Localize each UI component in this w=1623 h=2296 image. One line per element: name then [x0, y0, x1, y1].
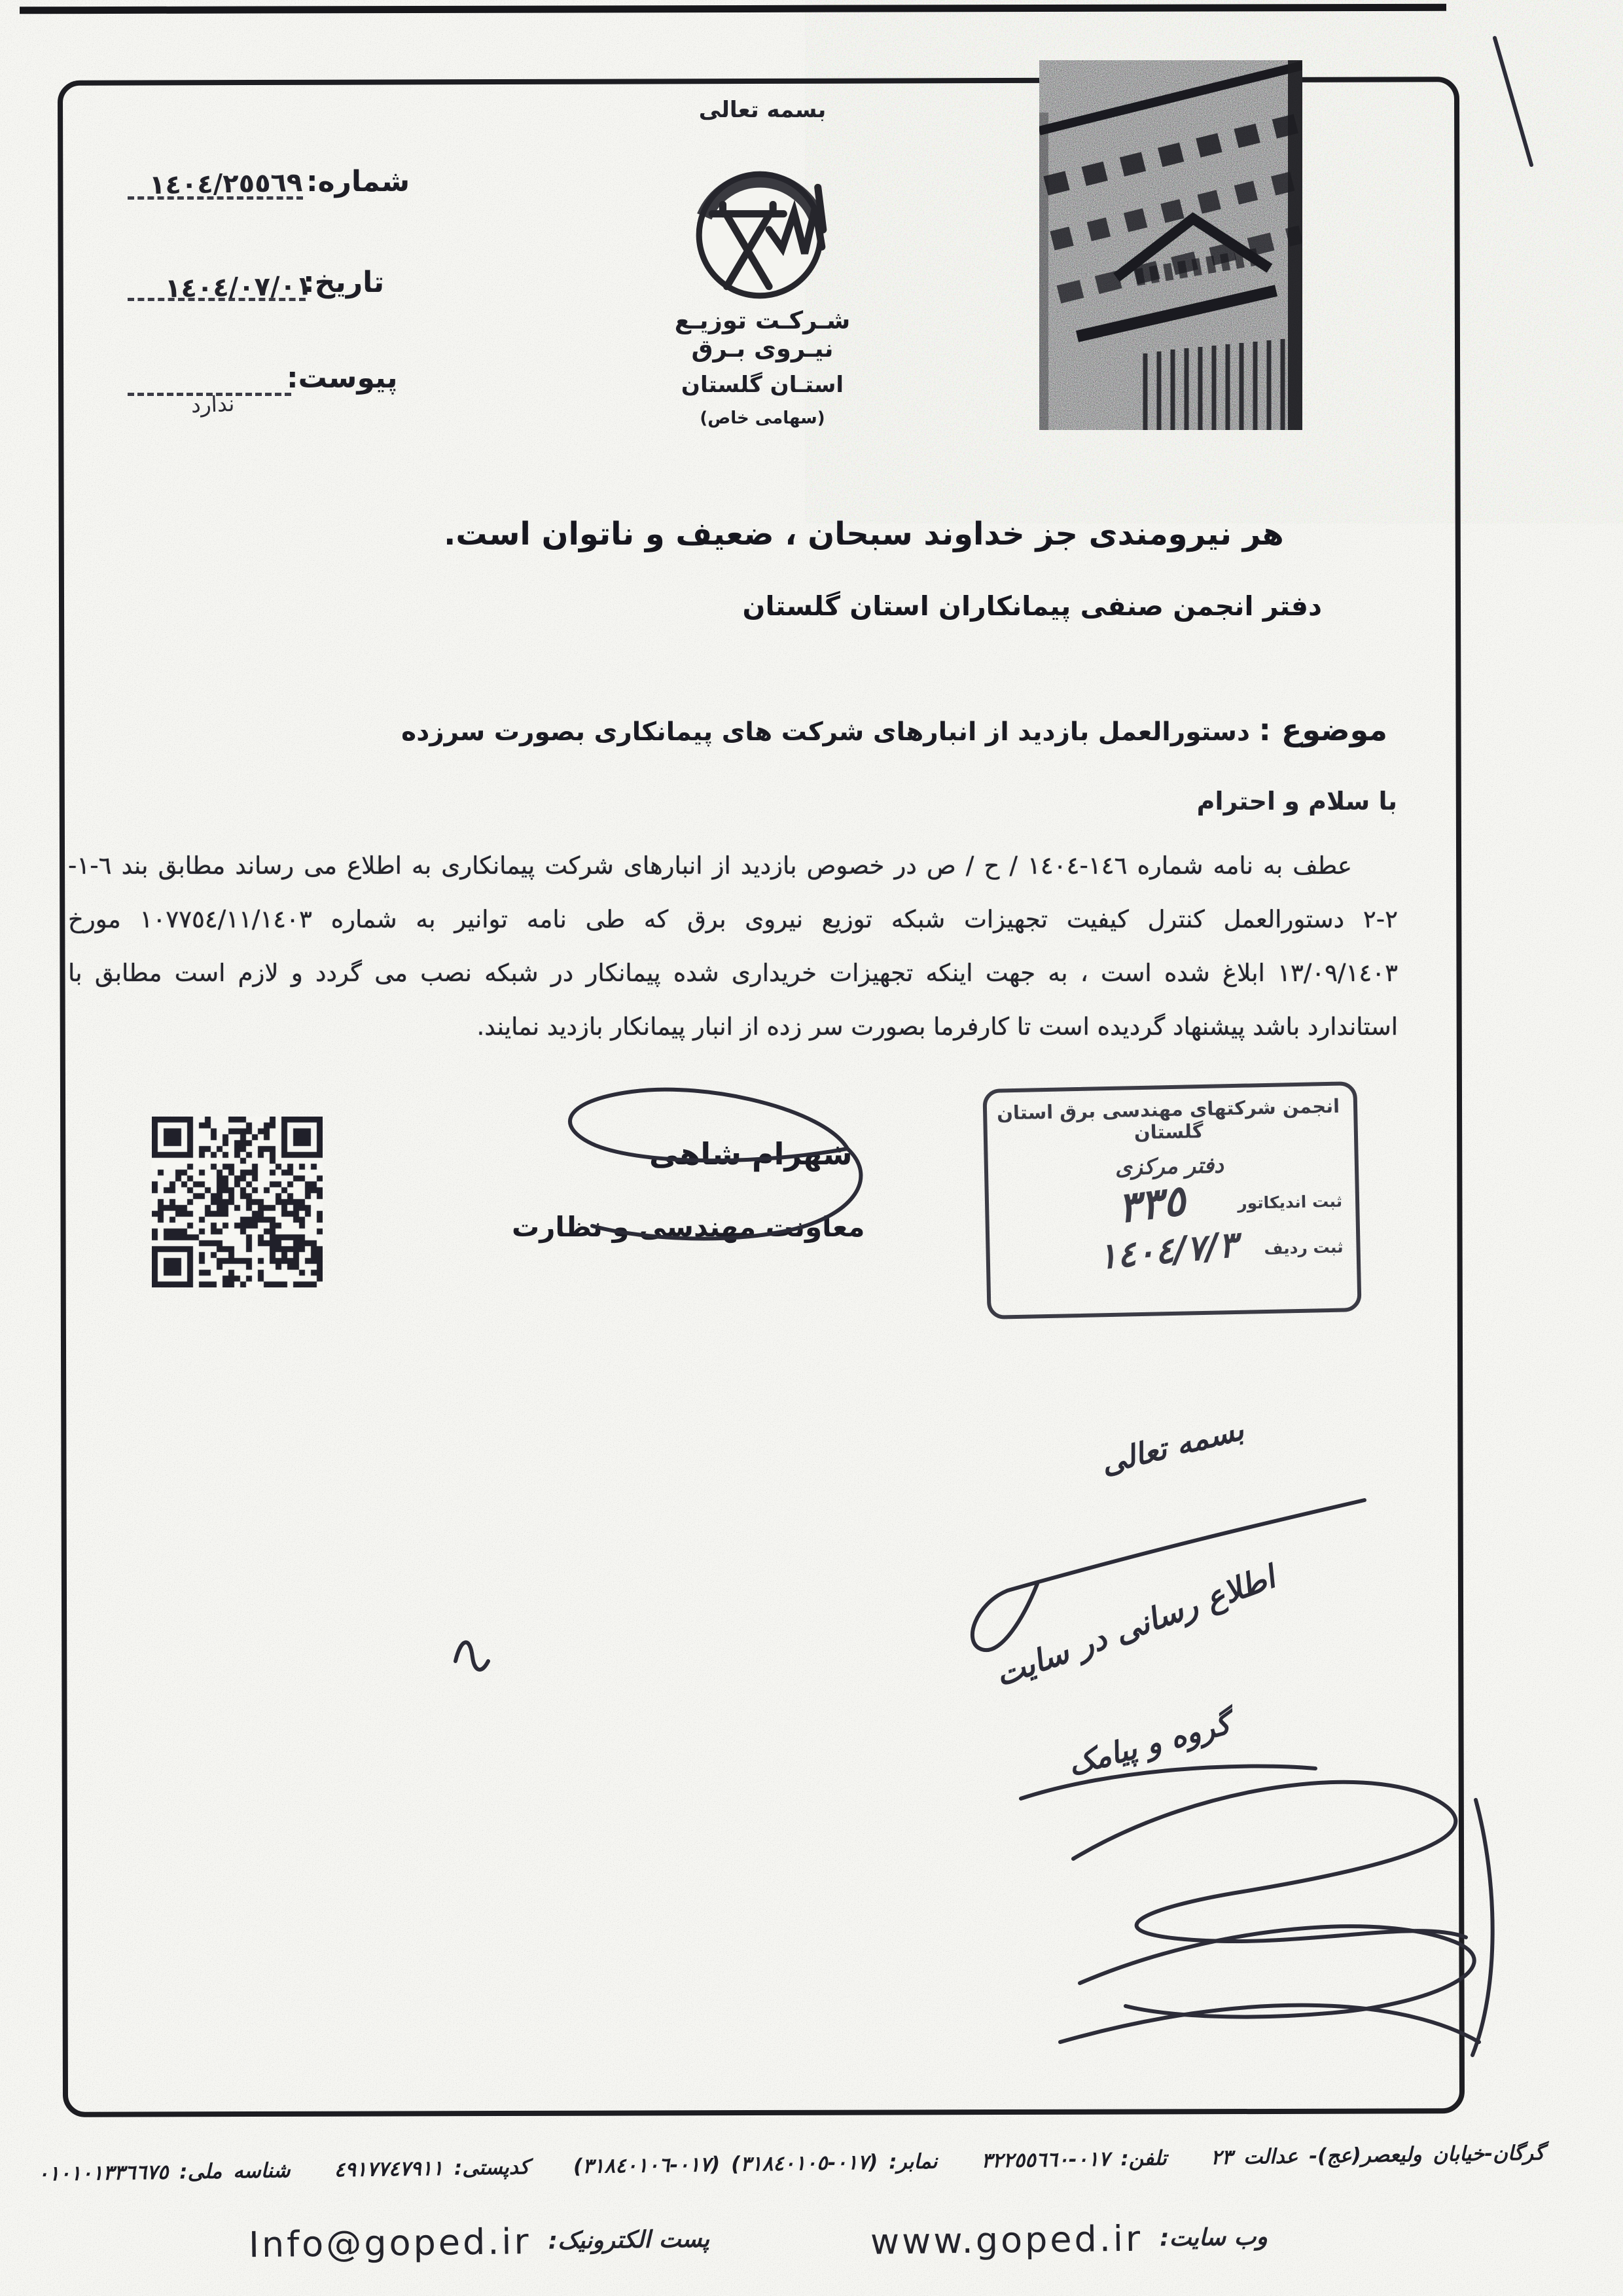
stamp-indicator-value: ٣٣٥	[1115, 1176, 1188, 1233]
website-url: www.goped.ir	[870, 2217, 1143, 2263]
qr-code	[152, 1117, 323, 1287]
footer-address-line: گرگان-خیابان ولیعصر(عج)- عدالت ٢٣ تلفن: ٠١٧-٣٢٢٥٥٦٦٠ نمابر: (٠١٧-٣١٨٤٠١٠٥) (٠١٧-٣١٨٤٠١٠٦) کدپستی: ٤٩١٧٧٤٧٩١١ شناسه ملی: ٠١٠١٠١٣٣٦٦٧٥	[37, 2141, 1545, 2186]
stamp-organization: انجمن شرکتهای مهندسی برق استان گلستان	[996, 1094, 1340, 1144]
building-photo	[1039, 60, 1302, 430]
stamp-indicator-label: ثبت اندیکاتور	[1237, 1191, 1343, 1213]
registration-stamp	[982, 1081, 1361, 1319]
date-label: تاریخ:	[303, 266, 385, 299]
body-line-3: ١٣/٠٩/١٤٠٣ ابلاغ شده است ، به جهت اینکه تجهیزات خریداری شده پیمانکار در شبکه نصب می گردد و لازم است مطابق با	[68, 959, 1398, 987]
attachment-value: ندارد	[190, 390, 235, 418]
signer-name: شهرام شاهی	[649, 1136, 853, 1172]
body-line-1: عطف به نامه شماره ١٤٦-١٤٠٤ / ح / ص در خصوص بازدید از انبارهای شرکت پیمانکاری به اطلاع می رساند مطابق بند ٦-١-‏	[68, 852, 1352, 880]
company-name-line2: استـان گلستان	[681, 372, 844, 398]
date-value: ١٤٠٤/٠٧/٠١	[164, 271, 312, 304]
company-type: (سهامی خاص)	[700, 408, 825, 428]
religious-motto: هر نیرومندی جز خداوند سبحان ، ضعیف و ناتوان است.	[444, 516, 1284, 552]
subject-text: دستورالعمل بازدید از انبارهای شرکت های پیمانکاری بصورت سرزده	[401, 717, 1250, 747]
handwritten-note-group-sms: گروه و پیامک	[1064, 1705, 1234, 1783]
bismillah-text: بسمه تعالی	[698, 97, 827, 123]
body-line-4: استاندارد باشد پیشنهاد گردیده است تا کارفرما بصورت سر زده از انبار پیمانکار بازدید نمایند.	[476, 1013, 1398, 1041]
stamp-office: دفتر مرکزی	[1115, 1152, 1224, 1180]
body-line-2: ٢-٢ دستورالعمل کنترل کیفیت تجهیزات شبکه توزیع نیروی برق که طی نامه توانیر به شماره ١٠٧٧٥٤/١١/١٤٠٣ مورخ	[68, 905, 1398, 933]
email-address: Info@goped.ir	[248, 2221, 532, 2266]
handwritten-note-publish: اطلاع رسانی در سایت	[990, 1558, 1280, 1695]
number-value: ١٤٠٤/٢٥٥٦٩	[149, 167, 303, 201]
subject-line	[366, 712, 1387, 747]
stamp-row-label: ثبت ردیف	[1264, 1237, 1344, 1259]
footer-email-block	[249, 2219, 710, 2266]
number-label: شماره:	[306, 165, 410, 198]
email-label: پست الکترونیک:	[548, 2225, 710, 2255]
salutation-line: با سلام و احترام	[1196, 787, 1397, 816]
signer-title: معاونت مهندسی و نظارت	[512, 1211, 865, 1243]
attachment-label: پیوست:	[287, 361, 398, 395]
letter-body	[68, 839, 1398, 1054]
pen-mark-top-right	[1495, 38, 1531, 165]
website-label: وب سایت:	[1159, 2223, 1268, 2252]
company-name-line1: شـرکـت توزیـع نیـروی بـرق	[674, 306, 851, 363]
page-top-rule	[20, 4, 1446, 14]
power-company-logo	[686, 165, 838, 304]
recipient-line: دفتر انجمن صنفی پیمانکاران استان گلستان	[742, 590, 1322, 622]
handwritten-note-bismillah: بسمه تعالی	[1097, 1411, 1247, 1481]
footer-website-block	[870, 2216, 1268, 2262]
company-name-block	[638, 306, 887, 428]
subject-label: موضوع :	[1258, 712, 1387, 747]
stamp-row-value: ١٤٠٤/٧/٣	[1096, 1223, 1240, 1278]
